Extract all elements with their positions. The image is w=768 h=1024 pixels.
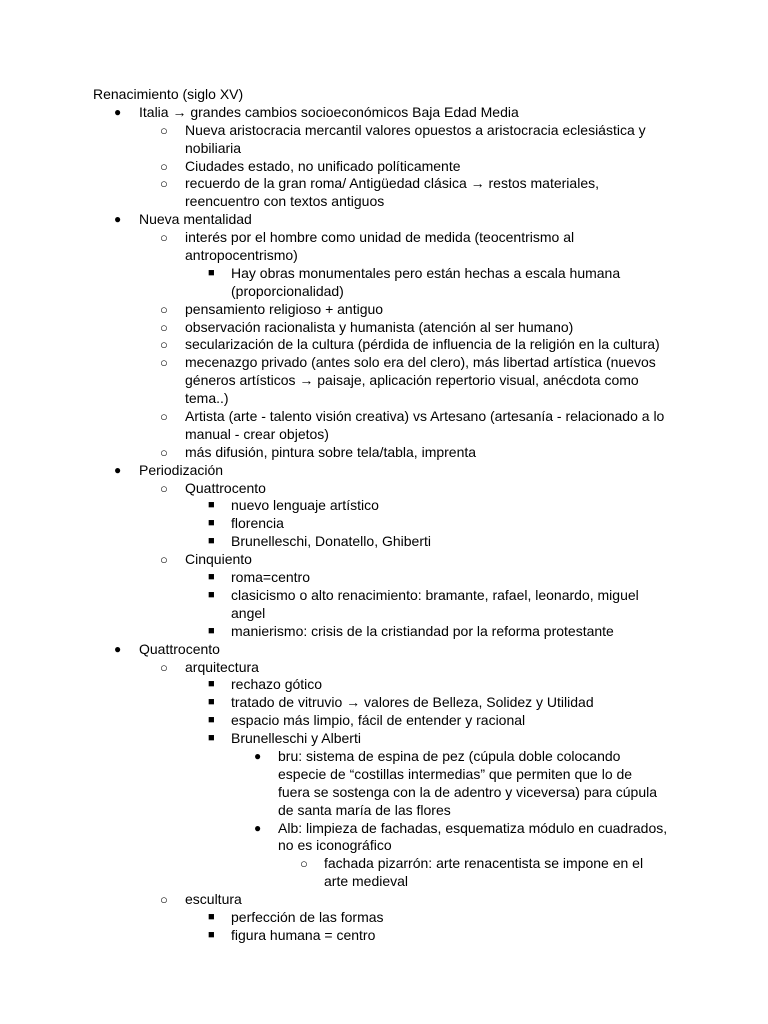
bullet-icon: ■ bbox=[208, 266, 215, 279]
outline-text: de santa maría de las flores bbox=[278, 801, 451, 818]
outline-line bbox=[0, 784, 768, 802]
outline-text: géneros artísticos → paisaje, aplicación repertorio visual, anécdota como bbox=[185, 372, 639, 389]
bullet-icon: ● bbox=[254, 820, 262, 835]
outline-text: escultura bbox=[185, 891, 242, 908]
bullet-icon: ■ bbox=[208, 928, 215, 941]
outline-text: figura humana = centro bbox=[231, 926, 376, 943]
bullet-icon: ■ bbox=[208, 535, 215, 548]
outline-line bbox=[0, 837, 768, 855]
outline-text: arte medieval bbox=[324, 873, 409, 890]
outline-text: Brunelleschi y Alberti bbox=[231, 730, 361, 747]
outline-line bbox=[0, 641, 768, 659]
bullet-icon: ■ bbox=[208, 678, 215, 691]
outline-text: roma=centro bbox=[231, 569, 310, 586]
outline-line bbox=[0, 533, 768, 551]
outline-line bbox=[0, 820, 768, 838]
outline-line bbox=[0, 480, 768, 498]
outline-text: bru: sistema de espina de pez (cúpula doble colocando bbox=[278, 747, 621, 764]
outline-line bbox=[0, 605, 768, 623]
bullet-icon: ■ bbox=[208, 696, 215, 709]
outline-line bbox=[0, 444, 768, 462]
outline-line bbox=[0, 301, 768, 319]
bullet-icon: ● bbox=[114, 641, 122, 656]
outline-line bbox=[0, 462, 768, 480]
outline-text: más difusión, pintura sobre tela/tabla, imprenta bbox=[185, 443, 477, 460]
bullet-icon: ● bbox=[254, 748, 262, 763]
outline-line bbox=[0, 390, 768, 408]
outline-text: manual - crear objetos) bbox=[185, 425, 329, 442]
outline-line bbox=[0, 855, 768, 873]
outline-line bbox=[0, 694, 768, 712]
outline-line bbox=[0, 140, 768, 158]
outline-line bbox=[0, 122, 768, 140]
bullet-icon: ○ bbox=[160, 480, 168, 496]
outline-text: Nueva mentalidad bbox=[139, 211, 252, 228]
outline-text: Brunelleschi, Donatello, Ghiberti bbox=[231, 533, 431, 550]
outline-line bbox=[0, 623, 768, 641]
outline-text: fuera se sostenga con la de adentro y viceversa) para cúpula bbox=[278, 783, 658, 800]
outline-text: fachada pizarrón: arte renacentista se impone en el bbox=[324, 855, 644, 872]
outline-text: perfección de las formas bbox=[231, 908, 384, 925]
bullet-icon: ● bbox=[114, 212, 122, 227]
outline-text: Alb: limpieza de fachadas, esquematiza módulo en cuadrados, bbox=[278, 819, 668, 836]
outline-line bbox=[0, 873, 768, 891]
outline-line bbox=[0, 104, 768, 122]
bullet-icon: ■ bbox=[208, 714, 215, 727]
outline-text: angel bbox=[231, 604, 266, 621]
outline-line bbox=[0, 372, 768, 390]
bullet-icon: ○ bbox=[160, 444, 168, 460]
outline-text: Nueva aristocracia mercantil valores opuestos a aristocracia eclesiástica y bbox=[185, 121, 646, 138]
outline-text: recuerdo de la gran roma/ Antigüedad clásica → restos materiales, bbox=[185, 175, 599, 192]
outline-line bbox=[0, 569, 768, 587]
outline-text: (proporcionalidad) bbox=[231, 282, 344, 299]
outline-line bbox=[0, 283, 768, 301]
outline-text: reencuentro con textos antiguos bbox=[185, 193, 385, 210]
outline-line bbox=[0, 587, 768, 605]
outline-text: antropocentrismo) bbox=[185, 247, 298, 264]
outline-line bbox=[0, 175, 768, 193]
outline-text: Hay obras monumentales pero están hechas a escala humana bbox=[231, 264, 621, 281]
outline-line bbox=[0, 193, 768, 211]
bullet-icon: ● bbox=[114, 104, 122, 119]
outline-line bbox=[0, 927, 768, 945]
outline-line bbox=[0, 659, 768, 677]
bullet-icon: ○ bbox=[160, 659, 168, 675]
outline-text: florencia bbox=[231, 515, 284, 532]
outline-text: especie de “costillas intermedias” que permiten que lo de bbox=[278, 765, 633, 782]
bullet-icon: ○ bbox=[160, 122, 168, 138]
outline-text: observación racionalista y humanista (atención al ser humano) bbox=[185, 318, 574, 335]
outline-line bbox=[0, 408, 768, 426]
outline-text: Artista (arte - talento visión creativa) vs Artesano (artesanía - relacionado a lo bbox=[185, 408, 665, 425]
outline-text: rechazo gótico bbox=[231, 676, 323, 693]
outline-line bbox=[0, 265, 768, 283]
outline-line bbox=[0, 229, 768, 247]
bullet-icon: ■ bbox=[208, 910, 215, 923]
outline-text: arquitectura bbox=[185, 658, 259, 675]
outline-line bbox=[0, 676, 768, 694]
bullet-icon: ○ bbox=[160, 301, 168, 317]
outline-text: nobiliaria bbox=[185, 139, 242, 156]
outline-text: manierismo: crisis de la cristiandad por la reforma protestante bbox=[231, 622, 614, 639]
outline-line bbox=[0, 551, 768, 569]
outline-text: clasicismo o alto renacimiento: bramante, rafael, leonardo, miguel bbox=[231, 586, 639, 603]
outline-line bbox=[0, 319, 768, 337]
bullet-icon: ■ bbox=[208, 624, 215, 637]
outline-text: Italia → grandes cambios socioeconómicos Baja Edad Media bbox=[139, 103, 519, 120]
outline-text: mecenazgo privado (antes solo era del clero), más libertad artística (nuevos bbox=[185, 354, 656, 371]
bullet-icon: ○ bbox=[160, 552, 168, 568]
outline-line bbox=[0, 336, 768, 354]
outline-text: pensamiento religioso + antiguo bbox=[185, 300, 384, 317]
outline-line bbox=[0, 909, 768, 927]
bullet-icon: ○ bbox=[160, 355, 168, 371]
outline-text: interés por el hombre como unidad de medida (teocentrismo al bbox=[185, 229, 575, 246]
outline-line bbox=[0, 730, 768, 748]
bullet-icon: ■ bbox=[208, 588, 215, 601]
outline-line bbox=[0, 748, 768, 766]
bullet-icon: ■ bbox=[208, 732, 215, 745]
bullet-icon: ● bbox=[114, 462, 122, 477]
outline-text: Renacimiento (siglo XV) bbox=[93, 86, 244, 102]
bullet-icon: ○ bbox=[160, 337, 168, 353]
outline-line bbox=[0, 712, 768, 730]
bullet-icon: ○ bbox=[160, 892, 168, 908]
outline-line bbox=[0, 766, 768, 784]
outline-text: Periodización bbox=[139, 461, 224, 478]
outline-line bbox=[0, 802, 768, 820]
outline-line bbox=[0, 211, 768, 229]
outline-line bbox=[0, 426, 768, 444]
outline-text: Cinquiento bbox=[185, 551, 252, 568]
outline-line bbox=[0, 247, 768, 265]
bullet-icon: ○ bbox=[160, 158, 168, 174]
outline-text: secularización de la cultura (pérdida de influencia de la religión en la cultura) bbox=[185, 336, 660, 353]
bullet-icon: ○ bbox=[160, 319, 168, 335]
bullet-icon: ■ bbox=[208, 517, 215, 530]
outline-line bbox=[0, 515, 768, 533]
outline-text: nuevo lenguaje artístico bbox=[231, 497, 379, 514]
bullet-icon: ■ bbox=[208, 499, 215, 512]
outline-list bbox=[0, 86, 768, 945]
outline-text: espacio más limpio, fácil de entender y racional bbox=[231, 712, 526, 729]
outline-text: Quattrocento bbox=[139, 640, 220, 657]
bullet-icon: ○ bbox=[300, 856, 308, 872]
outline-line bbox=[0, 354, 768, 372]
outline-line bbox=[0, 497, 768, 515]
bullet-icon: ○ bbox=[160, 409, 168, 425]
outline-text: Ciudades estado, no unificado políticamente bbox=[185, 157, 461, 174]
outline-text: tema..) bbox=[185, 390, 229, 407]
outline-text: Quattrocento bbox=[185, 479, 266, 496]
outline-text: no es iconográfico bbox=[278, 837, 392, 854]
outline-line bbox=[0, 86, 768, 104]
outline-line bbox=[0, 891, 768, 909]
outline-text: tratado de vitruvio → valores de Belleza, Solidez y Utilidad bbox=[231, 694, 594, 711]
bullet-icon: ○ bbox=[160, 230, 168, 246]
bullet-icon: ■ bbox=[208, 571, 215, 584]
outline-line bbox=[0, 158, 768, 176]
bullet-icon: ○ bbox=[160, 176, 168, 192]
